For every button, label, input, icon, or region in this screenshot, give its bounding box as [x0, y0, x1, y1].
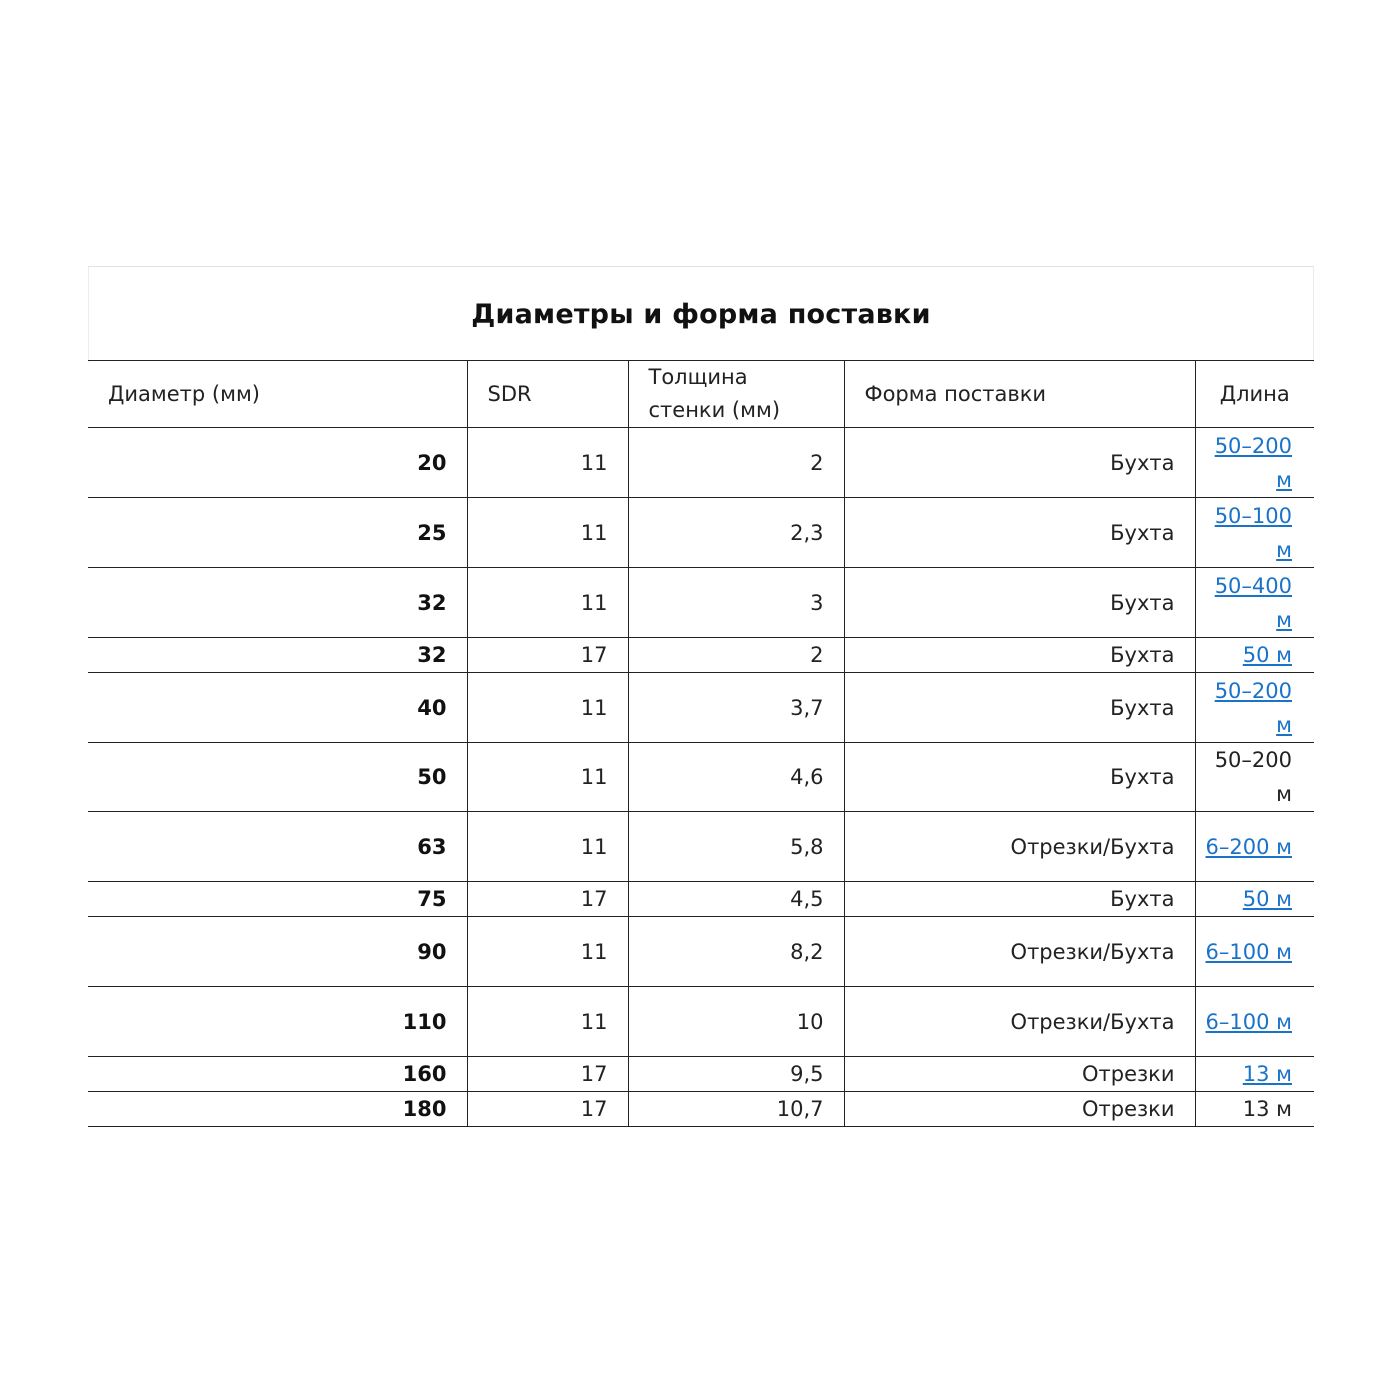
length-link[interactable]: 50–400 м [1214, 573, 1292, 632]
cell-wall: 10 [628, 987, 844, 1057]
table-row [88, 638, 1314, 673]
cell-length [1195, 498, 1314, 568]
cell-form: Бухта [844, 743, 1195, 812]
length-link[interactable]: 13 м [1242, 1062, 1292, 1086]
cell-sdr: 11 [467, 917, 628, 987]
cell-sdr: 11 [467, 987, 628, 1057]
table-row [88, 1057, 1314, 1092]
cell-length [1195, 428, 1314, 498]
cell-wall: 4,6 [628, 743, 844, 812]
cell-diameter: 50 [88, 743, 467, 812]
table-row [88, 882, 1314, 917]
cell-sdr: 17 [467, 1057, 628, 1092]
table-row [88, 428, 1314, 498]
length-link[interactable]: 50 м [1242, 643, 1292, 667]
length-link[interactable]: 6–200 м [1205, 834, 1292, 859]
table-row [88, 568, 1314, 638]
cell-diameter: 20 [88, 428, 467, 498]
cell-form: Отрезки/Бухта [844, 917, 1195, 987]
cell-diameter: 25 [88, 498, 467, 568]
cell-form: Бухта [844, 428, 1195, 498]
length-link[interactable]: 50–200 м [1214, 678, 1292, 737]
length-link[interactable]: 50–200 м [1214, 433, 1292, 492]
table-row [88, 743, 1314, 812]
table-title: Диаметры и форма поставки [471, 299, 931, 330]
header-form: Форма поставки [844, 361, 1195, 428]
cell-form: Отрезки [844, 1092, 1195, 1127]
title-box [89, 267, 1313, 362]
cell-form: Бухта [844, 673, 1195, 743]
length-link[interactable]: 6–100 м [1205, 939, 1292, 964]
cell-wall: 5,8 [628, 812, 844, 882]
cell-length [1195, 743, 1314, 812]
cell-diameter: 110 [88, 987, 467, 1057]
table-row [88, 812, 1314, 882]
cell-length [1195, 987, 1314, 1057]
cell-diameter: 40 [88, 673, 467, 743]
cell-sdr: 11 [467, 428, 628, 498]
cell-form: Бухта [844, 568, 1195, 638]
header-sdr: SDR [467, 361, 628, 428]
header-length: Длина [1195, 361, 1314, 428]
cell-sdr: 17 [467, 882, 628, 917]
cell-length [1195, 1092, 1314, 1127]
length-text: 50–200 м [1214, 748, 1292, 806]
cell-wall: 3,7 [628, 673, 844, 743]
cell-wall: 9,5 [628, 1057, 844, 1092]
cell-form: Бухта [844, 882, 1195, 917]
cell-form: Бухта [844, 638, 1195, 673]
cell-diameter: 90 [88, 917, 467, 987]
table-frame [88, 266, 1314, 362]
table-row [88, 987, 1314, 1057]
cell-diameter: 63 [88, 812, 467, 882]
header-wall: Толщина стенки (мм) [628, 361, 844, 428]
header-diameter: Диаметр (мм) [88, 361, 467, 428]
cell-length [1195, 882, 1314, 917]
cell-form: Бухта [844, 498, 1195, 568]
cell-form: Отрезки/Бухта [844, 812, 1195, 882]
cell-length [1195, 812, 1314, 882]
cell-diameter: 75 [88, 882, 467, 917]
cell-sdr: 11 [467, 568, 628, 638]
cell-diameter: 180 [88, 1092, 467, 1127]
length-link[interactable]: 6–100 м [1205, 1009, 1292, 1034]
length-text: 13 м [1242, 1097, 1292, 1121]
cell-sdr: 11 [467, 498, 628, 568]
cell-length [1195, 1057, 1314, 1092]
cell-length [1195, 673, 1314, 743]
cell-length [1195, 638, 1314, 673]
supply-table [88, 360, 1314, 1127]
cell-sdr: 17 [467, 638, 628, 673]
cell-diameter: 160 [88, 1057, 467, 1092]
table-row [88, 498, 1314, 568]
cell-wall: 4,5 [628, 882, 844, 917]
cell-wall: 2 [628, 428, 844, 498]
header-row [88, 361, 1314, 428]
cell-form: Отрезки [844, 1057, 1195, 1092]
length-link[interactable]: 50–100 м [1214, 503, 1292, 562]
cell-sdr: 11 [467, 673, 628, 743]
cell-form: Отрезки/Бухта [844, 987, 1195, 1057]
table-row [88, 673, 1314, 743]
cell-length [1195, 568, 1314, 638]
cell-wall: 2,3 [628, 498, 844, 568]
table-row [88, 1092, 1314, 1127]
cell-sdr: 17 [467, 1092, 628, 1127]
cell-sdr: 11 [467, 743, 628, 812]
length-link[interactable]: 50 м [1242, 887, 1292, 911]
table-row [88, 917, 1314, 987]
cell-wall: 8,2 [628, 917, 844, 987]
cell-wall: 2 [628, 638, 844, 673]
cell-wall: 10,7 [628, 1092, 844, 1127]
cell-sdr: 11 [467, 812, 628, 882]
cell-length [1195, 917, 1314, 987]
cell-diameter: 32 [88, 638, 467, 673]
cell-diameter: 32 [88, 568, 467, 638]
cell-wall: 3 [628, 568, 844, 638]
